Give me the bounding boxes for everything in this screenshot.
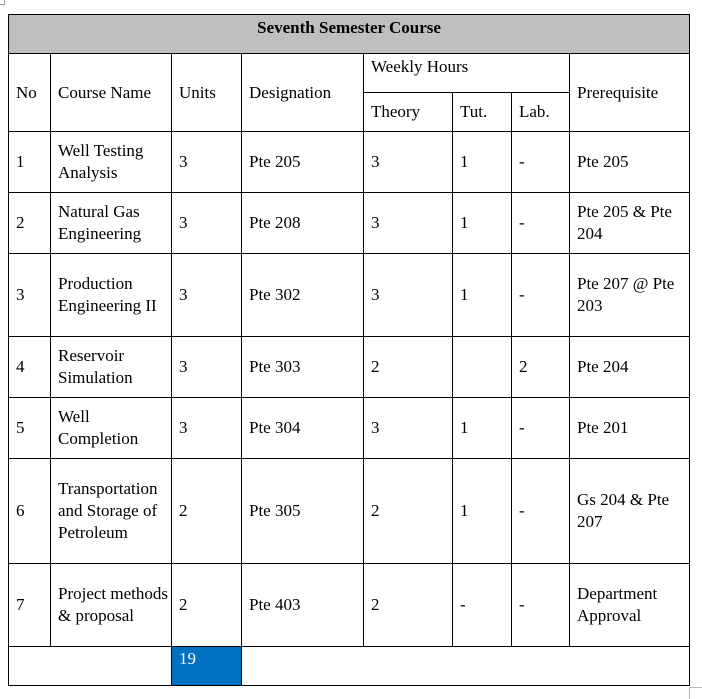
theory-hours-cell: 3 <box>364 132 453 193</box>
prerequisite-cell: Pte 204 <box>570 337 690 398</box>
tutorial-hours-cell: 1 <box>453 254 512 337</box>
course-name-cell: Project methods & proposal <box>51 564 172 647</box>
document-corner-mark <box>689 687 702 699</box>
units-cell: 3 <box>172 398 242 459</box>
seventh-semester-course-table <box>8 14 690 686</box>
course-name-cell: Well Testing Analysis <box>51 132 172 193</box>
header-designation: Designation <box>242 54 364 132</box>
tutorial-hours-cell <box>453 337 512 398</box>
total-blank-cell <box>242 647 690 686</box>
header-weekly-hours: Weekly Hours <box>364 54 570 93</box>
tutorial-hours-cell: 1 <box>453 132 512 193</box>
tutorial-hours-cell: 1 <box>453 398 512 459</box>
header-lab: Lab. <box>512 93 570 132</box>
tutorial-hours-cell: - <box>453 564 512 647</box>
header-units: Units <box>172 54 242 132</box>
table-row <box>9 132 690 193</box>
course-name-cell: Natural Gas Engineering <box>51 193 172 254</box>
total-row <box>9 647 690 686</box>
prerequisite-cell: Pte 207 @ Pte 203 <box>570 254 690 337</box>
lab-hours-cell: - <box>512 254 570 337</box>
prerequisite-cell: Pte 201 <box>570 398 690 459</box>
theory-hours-cell: 3 <box>364 398 453 459</box>
header-course-name: Course Name <box>51 54 172 132</box>
table-row <box>9 459 690 564</box>
table-row <box>9 564 690 647</box>
course-name-cell: Transportation and Storage of Petroleum <box>51 459 172 564</box>
prerequisite-cell: Department Approval <box>570 564 690 647</box>
total-label-cell <box>9 647 172 686</box>
header-no: No <box>9 54 51 132</box>
table-row <box>9 193 690 254</box>
units-cell: 3 <box>172 132 242 193</box>
theory-hours-cell: 3 <box>364 254 453 337</box>
lab-hours-cell: 2 <box>512 337 570 398</box>
header-row <box>9 54 690 93</box>
course-name-cell: Reservoir Simulation <box>51 337 172 398</box>
designation-cell: Pte 403 <box>242 564 364 647</box>
lab-hours-cell: - <box>512 398 570 459</box>
table-title: Seventh Semester Course <box>9 15 690 54</box>
header-theory: Theory <box>364 93 453 132</box>
course-name-cell: Well Completion <box>51 398 172 459</box>
table-row <box>9 337 690 398</box>
designation-cell: Pte 205 <box>242 132 364 193</box>
lab-hours-cell: - <box>512 459 570 564</box>
designation-cell: Pte 302 <box>242 254 364 337</box>
header-prerequisite: Prerequisite <box>570 54 690 132</box>
row-number-cell: 2 <box>9 193 51 254</box>
units-cell: 3 <box>172 193 242 254</box>
designation-cell: Pte 304 <box>242 398 364 459</box>
row-number-cell: 4 <box>9 337 51 398</box>
designation-cell: Pte 208 <box>242 193 364 254</box>
row-number-cell: 6 <box>9 459 51 564</box>
table-row <box>9 254 690 337</box>
prerequisite-cell: Gs 204 & Pte 207 <box>570 459 690 564</box>
units-cell: 2 <box>172 459 242 564</box>
lab-hours-cell: - <box>512 132 570 193</box>
prerequisite-cell: Pte 205 <box>570 132 690 193</box>
designation-cell: Pte 303 <box>242 337 364 398</box>
tutorial-hours-cell: 1 <box>453 459 512 564</box>
designation-cell: Pte 305 <box>242 459 364 564</box>
document-corner-mark <box>0 0 5 5</box>
title-row <box>9 15 690 54</box>
row-number-cell: 5 <box>9 398 51 459</box>
theory-hours-cell: 2 <box>364 564 453 647</box>
theory-hours-cell: 3 <box>364 193 453 254</box>
row-number-cell: 3 <box>9 254 51 337</box>
row-number-cell: 1 <box>9 132 51 193</box>
table-row <box>9 398 690 459</box>
row-number-cell: 7 <box>9 564 51 647</box>
lab-hours-cell: - <box>512 193 570 254</box>
units-cell: 3 <box>172 337 242 398</box>
theory-hours-cell: 2 <box>364 337 453 398</box>
theory-hours-cell: 2 <box>364 459 453 564</box>
prerequisite-cell: Pte 205 & Pte 204 <box>570 193 690 254</box>
course-name-cell: Production Engineering II <box>51 254 172 337</box>
units-cell: 3 <box>172 254 242 337</box>
lab-hours-cell: - <box>512 564 570 647</box>
header-tut: Tut. <box>453 93 512 132</box>
units-cell: 2 <box>172 564 242 647</box>
tutorial-hours-cell: 1 <box>453 193 512 254</box>
total-units: 19 <box>172 647 242 686</box>
